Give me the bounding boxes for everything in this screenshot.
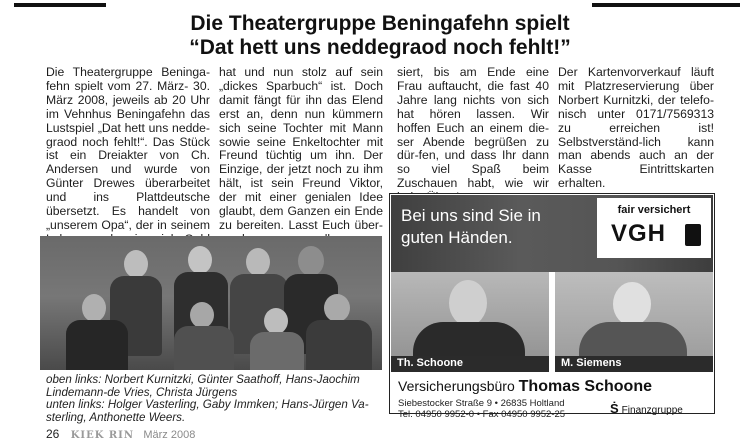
issue-date: März 2008: [143, 429, 196, 441]
sparkasse-icon: Ṡ: [610, 401, 619, 416]
header-rule-left: [14, 3, 106, 7]
ad-banner: [391, 195, 713, 272]
article-text: siert, bis am Ende eine Frau auftaucht, die fast 40 Jahre lang nichts von sich hat hören lassen. Wir hoffen Euch an einem die-ser Abende begrüßen zu dür-fen, und dass Ihr dann so viel Spaß beim Zuschauen habt, wie wir: [397, 65, 549, 191]
article-column-3: [397, 66, 549, 205]
article-text: Die Theatergruppe Beninga-fehn spielt vom 27. März- 30. März 2008, jeweils ab 20 Uhr im Vehnhus Beningafehn das Lustspiel „Dat hett uns nedde-graod noch fehlt!“. Das Stück ist ein Dreiakter von Ch. Andersen und wurde von Günter Drewes überarbeitet und ins Plattdeutsche übersetzt. Es handelt von „unserem Opa“, der in seinem: [46, 65, 210, 232]
article-column-4: [558, 66, 714, 191]
vgh-logo-box: [597, 198, 711, 258]
office-address: Siebestocker Straße 9 • 26835 Holtland: [398, 398, 565, 409]
magazine-name: KIEK RIN: [70, 430, 134, 441]
ad-slogan: Bei uns sind Sie in guten Händen.: [401, 206, 541, 247]
group-photo: [40, 236, 382, 370]
portrait-siemens: [555, 272, 713, 372]
vgh-claim: fair versichert: [617, 204, 691, 216]
article-text: hat und nun stolz auf sein „dickes Sparbuch“ ist. Doch damit fängt für ihn das Elend erst an, denn nun kümmern sich seine Tochter mit Mann sowie seine Enkeltochter mit Freund tüchtig um ihn. Der Einzige, der jetzt noch zu ihm hält, ist sein Freund Viktor, der mit einer genialen Idee glaubt, dem Ganzen ein Ende zu bereiten. Lasst Euch über-: [219, 65, 383, 232]
article-text: Der Kartenvorverkauf läuft mit Platzreservierung über Norbert Kurnitzki, der telefo-nisch unter 0171/7569313 zu erreichen ist! Selbstverständ-lich kann man abends auch an der Kasse Eintrittskarten erhalten.: [558, 65, 714, 191]
article-column-1: [46, 66, 210, 261]
page-footer: [46, 427, 195, 441]
finanzgruppe-logo: Ṡ Finanzgruppe: [610, 401, 683, 416]
headline: [120, 12, 640, 60]
horse-icon: [685, 224, 701, 246]
header-rule: [0, 3, 750, 7]
portrait-name: M. Siemens: [561, 357, 622, 369]
photo-caption: oben links: Norbert Kurnitzki, Günter Saathoff, Hans-Jaochim Lindemann-de Vries, Christa Jürgens unten links: Holger Vasterling, Gaby Immken; Hans-Jürgen Va- sterling, Anthonette Weers.: [46, 373, 369, 424]
office-name: Versicherungsbüro Thomas Schoone: [398, 378, 652, 395]
headline-line-2: “Dat hett uns neddegraod noch fehlt!”: [189, 36, 571, 59]
page-number: 26: [46, 427, 60, 441]
article-column-2: [219, 66, 383, 247]
header-rule-right: [592, 3, 740, 7]
portrait-schoone: [391, 272, 549, 372]
insurance-advertisement: [389, 193, 715, 420]
office-phone: Tel. 04950 9952-0 • Fax 04950 9952-25: [398, 409, 566, 420]
portrait-name: Th. Schoone: [397, 357, 463, 369]
headline-line-1: Die Theatergruppe Beningafehn spielt: [190, 12, 570, 35]
vgh-logo: VGH: [611, 220, 667, 247]
